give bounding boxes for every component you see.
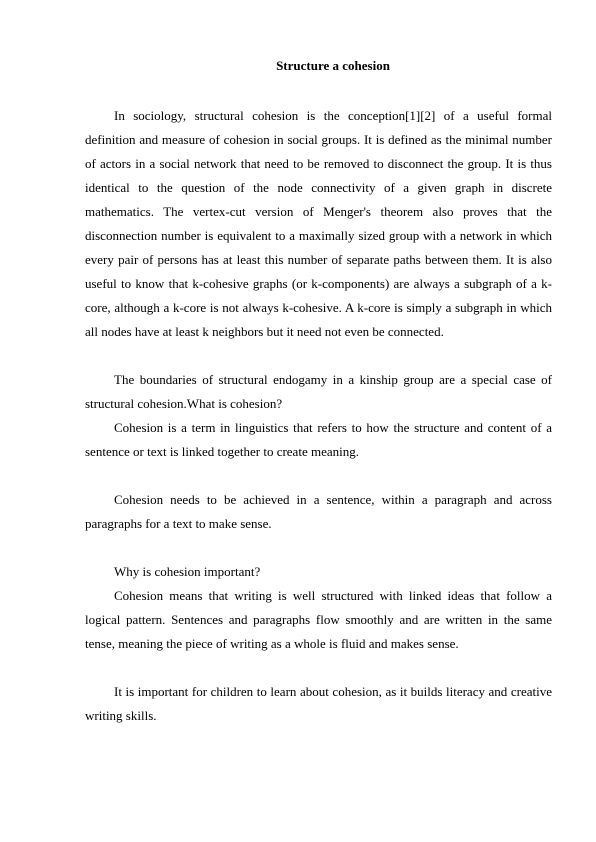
paragraph-children-learning: It is important for children to learn about cohesion, as it builds literacy and creative writing skills. xyxy=(85,684,552,723)
document-title: Structure a cohesion xyxy=(276,58,390,73)
paragraph-why-cohesion-heading: Why is cohesion important? xyxy=(114,564,261,579)
paragraph-structural-endogamy: The boundaries of structural endogamy in a kinship group are a special case of structural cohesion.What is cohesion? xyxy=(85,372,552,411)
paragraph-cohesion-achieved: Cohesion needs to be achieved in a sentence, within a paragraph and across paragraphs for a text to make sense. xyxy=(85,492,552,531)
paragraph-structural-cohesion: In sociology, structural cohesion is the conception[1][2] of a useful formal definition and measure of cohesion in social groups. It is defined as the minimal number of actors in a social network that need to be removed to disconnect the group. It is thus identical to the question of the node connectivity of a given graph in discrete mathematics. The vertex-cut version of Menger's theorem also proves that the disconnection number is equivalent to a maximally sized group with a network in which every pair of persons has at least this number of separate paths between them. It is also useful to know that k-cohesive graphs (or k-components) are always a subgraph of a k-core, although a k-core is not always k-cohesive. A k-core is simply a subgraph in which all nodes have at least k neighbors but it need not even be connected. xyxy=(85,108,552,339)
paragraph-cohesion-meaning: Cohesion means that writing is well structured with linked ideas that follow a logical pattern. Sentences and paragraphs flow smoothly and are written in the same tense, meaning the piece of writing as a whole is fluid and makes sense. xyxy=(85,588,552,651)
paragraph-spacer xyxy=(85,536,552,560)
paragraph-spacer xyxy=(85,464,552,488)
paragraph-cohesion-definition: Cohesion is a term in linguistics that refers to how the structure and content of a sentence or text is linked together to create meaning. xyxy=(85,420,552,459)
paragraph-spacer xyxy=(85,344,552,368)
paragraph-spacer xyxy=(85,656,552,680)
document-body xyxy=(85,104,552,728)
